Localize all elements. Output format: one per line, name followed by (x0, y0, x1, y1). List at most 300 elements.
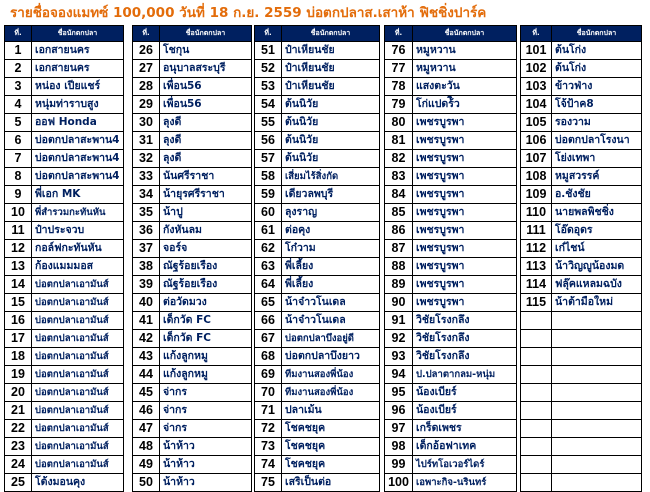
entry-number: 38 (133, 258, 160, 276)
table-row (521, 420, 642, 438)
entry-number: 59 (255, 186, 282, 204)
angler-name: เพชรบูรพา (413, 294, 517, 312)
table-row (521, 384, 642, 402)
entry-number: 10 (5, 204, 32, 222)
table-row (385, 78, 517, 96)
entry-number: 76 (385, 42, 413, 60)
table-row (5, 348, 124, 366)
angler-name: ลุงราญ (282, 204, 380, 222)
entry-number: 109 (521, 186, 552, 204)
angler-name: บ่อตกปลาเอามันส์ (32, 456, 124, 474)
entry-number: 83 (385, 168, 413, 186)
table-row (385, 150, 517, 168)
entry-number: 4 (5, 96, 32, 114)
table-row (5, 96, 124, 114)
angler-name: ทีมงานสองพี่น้อง (282, 366, 380, 384)
table-row (133, 42, 252, 60)
angler-name: ป๋าเหียนชัย (282, 60, 380, 78)
page-title: รายชื่อจองแมทซ์ 100,000 วันที่ 18 ก.ย. 2559 บ่อตกปลาส.เสาห้า ฟิชชิ่งปาร์ค (10, 5, 487, 21)
angler-name: น้าปู (160, 204, 252, 222)
table-row (133, 348, 252, 366)
table-row (255, 348, 380, 366)
table-row (255, 222, 380, 240)
angler-name: น้าต้ามือใหม่ (552, 294, 642, 312)
entry-number: 6 (5, 132, 32, 150)
table-row (5, 402, 124, 420)
angler-name: พี่เอก MK (32, 186, 124, 204)
angler-name: น้ายุรศรีราชา (160, 186, 252, 204)
angler-name (552, 384, 642, 402)
angler-name: เพชรบูรพา (413, 168, 517, 186)
entry-number: 65 (255, 294, 282, 312)
angler-name: บ่อตกปลาสะพาน4 (32, 132, 124, 150)
angler-name: พี่เลี้ยง (282, 258, 380, 276)
angler-name (552, 312, 642, 330)
angler-name: เสริเป็นต่อ (282, 474, 380, 492)
table-row (133, 402, 252, 420)
entry-number: 16 (5, 312, 32, 330)
angler-name: เก๋ไชน์ (552, 240, 642, 258)
table-row (385, 294, 517, 312)
table-header-row (133, 26, 252, 42)
header-angler-name: ชื่อนักตกปลา (413, 26, 517, 42)
table-row (385, 96, 517, 114)
entry-number: 112 (521, 240, 552, 258)
entry-number (521, 438, 552, 456)
entry-number: 85 (385, 204, 413, 222)
angler-name: บ่อตกปลาเอามันส์ (32, 312, 124, 330)
table-row (255, 96, 380, 114)
angler-name: เอกสายนคร (32, 42, 124, 60)
header-number: ที่. (5, 26, 32, 42)
table-row (385, 258, 517, 276)
angler-name: จ่ากร (160, 384, 252, 402)
table-row (521, 186, 642, 204)
table-row (385, 204, 517, 222)
entry-number: 96 (385, 402, 413, 420)
angler-name: เพชรบูรพา (413, 222, 517, 240)
booking-table-4 (384, 25, 517, 492)
table-row (5, 186, 124, 204)
entry-number: 30 (133, 114, 160, 132)
angler-name: รองวาม (552, 114, 642, 132)
angler-name: บ่อตกปลาสะพาน4 (32, 168, 124, 186)
table-row (255, 276, 380, 294)
table-row (133, 186, 252, 204)
table-row (521, 438, 642, 456)
angler-name: ลุงดี (160, 114, 252, 132)
table-row (385, 456, 517, 474)
angler-name: หมูหวาน (413, 42, 517, 60)
table-row (385, 276, 517, 294)
table-row (385, 438, 517, 456)
table-row (133, 150, 252, 168)
table-row (255, 384, 380, 402)
table-row (385, 312, 517, 330)
table-row (133, 222, 252, 240)
angler-name: โอ๊ดอุดร (552, 222, 642, 240)
angler-name: เพชรบูรพา (413, 276, 517, 294)
angler-name: เพชรบูรพา (413, 150, 517, 168)
table-row (385, 168, 517, 186)
angler-name (552, 402, 642, 420)
entry-number: 79 (385, 96, 413, 114)
entry-number: 100 (385, 474, 413, 492)
angler-name: ไปร์ทโอเวอร์ไดร์ (413, 456, 517, 474)
table-row (255, 420, 380, 438)
entry-number: 12 (5, 240, 32, 258)
entry-number: 108 (521, 168, 552, 186)
table-row (255, 114, 380, 132)
angler-name: เพชรบูรพา (413, 186, 517, 204)
entry-number: 21 (5, 402, 32, 420)
table-row (133, 420, 252, 438)
table-row (5, 60, 124, 78)
table-row (5, 474, 124, 492)
entry-number: 1 (5, 42, 32, 60)
angler-name (552, 366, 642, 384)
angler-name: โต้งมอนคุง (32, 474, 124, 492)
entry-number: 75 (255, 474, 282, 492)
table-row (255, 60, 380, 78)
table-row (255, 330, 380, 348)
angler-name: หนุ่มท่าราบสูง (32, 96, 124, 114)
entry-number: 33 (133, 168, 160, 186)
table-row (255, 312, 380, 330)
angler-name: บ่อตกปลาเอามันส์ (32, 420, 124, 438)
table-row (385, 114, 517, 132)
table-row (5, 420, 124, 438)
entry-number: 82 (385, 150, 413, 168)
entry-number: 91 (385, 312, 413, 330)
table-row (133, 240, 252, 258)
angler-name: อนุบาลสระบุรี (160, 60, 252, 78)
entry-number: 89 (385, 276, 413, 294)
entry-number: 93 (385, 348, 413, 366)
entry-number: 86 (385, 222, 413, 240)
table-row (385, 60, 517, 78)
table-row (5, 312, 124, 330)
angler-name: เด็กวัด FC (160, 312, 252, 330)
table-row (133, 438, 252, 456)
entry-number: 24 (5, 456, 32, 474)
entry-number: 22 (5, 420, 32, 438)
entry-number: 73 (255, 438, 282, 456)
angler-name: บ่อตกปลาเอามันส์ (32, 366, 124, 384)
angler-name: เอพาะกิจ-นรินทร์ (413, 474, 517, 492)
table-header-row (521, 26, 642, 42)
angler-name: โย่งเทพา (552, 150, 642, 168)
table-row (385, 222, 517, 240)
angler-name: เด็กวัด FC (160, 330, 252, 348)
angler-name: ป๋าเหียนชัย (282, 42, 380, 60)
table-row (521, 276, 642, 294)
table-row (133, 366, 252, 384)
entry-number: 13 (5, 258, 32, 276)
angler-name: บ่อตกปลาบึงยาว (282, 348, 380, 366)
table-row (385, 132, 517, 150)
table-row (521, 294, 642, 312)
table-row (521, 348, 642, 366)
entry-number: 77 (385, 60, 413, 78)
table-row (255, 186, 380, 204)
entry-number: 81 (385, 132, 413, 150)
angler-name: เพชรบูรพา (413, 240, 517, 258)
angler-name: ณัฐร้อยเรือง (160, 258, 252, 276)
entry-number: 113 (521, 258, 552, 276)
table-row (385, 384, 517, 402)
angler-name: เสี่ยมไร้สิ่งกัด (282, 168, 380, 186)
entry-number: 60 (255, 204, 282, 222)
table-row (385, 240, 517, 258)
entry-number: 115 (521, 294, 552, 312)
table-row (385, 186, 517, 204)
table-row (521, 402, 642, 420)
angler-name: นายพลพิชชิ่ง (552, 204, 642, 222)
angler-name: ต้นโก่ง (552, 42, 642, 60)
angler-name: โชกุน (160, 42, 252, 60)
table-row (521, 258, 642, 276)
table-row (5, 204, 124, 222)
table-row (133, 474, 252, 492)
table-row (521, 150, 642, 168)
entry-number: 14 (5, 276, 32, 294)
entry-number: 107 (521, 150, 552, 168)
entry-number (521, 384, 552, 402)
angler-name: น้าห้าว (160, 438, 252, 456)
entry-number: 72 (255, 420, 282, 438)
entry-number: 36 (133, 222, 160, 240)
table-row (521, 330, 642, 348)
entry-number: 70 (255, 384, 282, 402)
angler-name (552, 330, 642, 348)
header-number: ที่. (133, 26, 160, 42)
entry-number: 62 (255, 240, 282, 258)
angler-name: ต้นนิวัย (282, 150, 380, 168)
entry-number (521, 474, 552, 492)
table-row (5, 222, 124, 240)
angler-name: นันศรีราชา (160, 168, 252, 186)
angler-name: หน่อง เปียแชร์ (32, 78, 124, 96)
angler-name: น้าห้าว (160, 456, 252, 474)
entry-number: 34 (133, 186, 160, 204)
entry-number: 44 (133, 366, 160, 384)
table-row (255, 474, 380, 492)
angler-name: เดียวลพบุรี (282, 186, 380, 204)
table-row (385, 42, 517, 60)
entry-number: 2 (5, 60, 32, 78)
entry-number: 50 (133, 474, 160, 492)
entry-number: 31 (133, 132, 160, 150)
table-row (5, 132, 124, 150)
entry-number: 55 (255, 114, 282, 132)
table-row (521, 96, 642, 114)
entry-number: 26 (133, 42, 160, 60)
entry-number: 25 (5, 474, 32, 492)
header-angler-name: ชื่อนักตกปลา (32, 26, 124, 42)
header-number: ที่. (521, 26, 552, 42)
angler-name: ปลาเม้น (282, 402, 380, 420)
table-row (133, 168, 252, 186)
angler-name: น้องเบียร์ (413, 402, 517, 420)
angler-name (552, 456, 642, 474)
angler-name: เพื่อน56 (160, 78, 252, 96)
angler-name: บ่อตกปลาเอามันส์ (32, 330, 124, 348)
entry-number: 102 (521, 60, 552, 78)
table-row (521, 78, 642, 96)
entry-number: 47 (133, 420, 160, 438)
table-row (255, 240, 380, 258)
angler-name: บ่อตกปลาบึงอยู่ดี (282, 330, 380, 348)
angler-name (552, 420, 642, 438)
table-row (255, 168, 380, 186)
entry-number: 49 (133, 456, 160, 474)
angler-name: เพชรบูรพา (413, 204, 517, 222)
table-row (5, 240, 124, 258)
angler-name: กังหันลม (160, 222, 252, 240)
table-row (255, 132, 380, 150)
table-row (255, 78, 380, 96)
table-row (5, 330, 124, 348)
entry-number: 48 (133, 438, 160, 456)
table-row (521, 312, 642, 330)
entry-number: 39 (133, 276, 160, 294)
entry-number: 101 (521, 42, 552, 60)
entry-number: 32 (133, 150, 160, 168)
angler-name: น้าจ๋าวโนเดล (282, 312, 380, 330)
header-angler-name: ชื่อนักตกปลา (160, 26, 252, 42)
entry-number: 56 (255, 132, 282, 150)
angler-name (552, 348, 642, 366)
angler-name: แก้งลูกหมู (160, 348, 252, 366)
entry-number (521, 312, 552, 330)
entry-number: 52 (255, 60, 282, 78)
table-row (133, 294, 252, 312)
entry-number: 103 (521, 78, 552, 96)
angler-name: ออฟ Honda (32, 114, 124, 132)
table-row (521, 366, 642, 384)
entry-number: 84 (385, 186, 413, 204)
entry-number: 7 (5, 150, 32, 168)
angler-name: อ.ชังชัย (552, 186, 642, 204)
entry-number: 105 (521, 114, 552, 132)
entry-number: 41 (133, 312, 160, 330)
table-row (5, 168, 124, 186)
table-row (385, 420, 517, 438)
table-row (133, 96, 252, 114)
entry-number: 68 (255, 348, 282, 366)
angler-name: โชคชยุค (282, 438, 380, 456)
table-row (5, 78, 124, 96)
angler-name (552, 474, 642, 492)
angler-name: เพื่อน56 (160, 96, 252, 114)
table-row (385, 402, 517, 420)
entry-number: 57 (255, 150, 282, 168)
angler-name: เพชรบูรพา (413, 114, 517, 132)
table-header-row (5, 26, 124, 42)
angler-name: ป.ปลาตากลม-หนุ่ม (413, 366, 517, 384)
table-row (521, 204, 642, 222)
entry-number: 23 (5, 438, 32, 456)
table-row (255, 258, 380, 276)
table-row (255, 402, 380, 420)
entry-number: 19 (5, 366, 32, 384)
table-row (385, 474, 517, 492)
table-row (5, 456, 124, 474)
angler-name: เพชรบูรพา (413, 258, 517, 276)
angler-name: ต้นโก่ง (552, 60, 642, 78)
angler-name: โก่แปดร้ิว (413, 96, 517, 114)
table-row (5, 150, 124, 168)
table-row (521, 456, 642, 474)
entry-number: 80 (385, 114, 413, 132)
table-row (5, 438, 124, 456)
entry-number (521, 330, 552, 348)
angler-name: บ่อตกปลาสะพาน4 (32, 150, 124, 168)
angler-name: หมูสวรรค์ (552, 168, 642, 186)
angler-name: บ่อตกปลาเอามันส์ (32, 276, 124, 294)
table-row (521, 168, 642, 186)
angler-name: น้าห้าว (160, 474, 252, 492)
entry-number: 61 (255, 222, 282, 240)
entry-number: 29 (133, 96, 160, 114)
angler-name: เพชรบูรพา (413, 132, 517, 150)
table-row (5, 384, 124, 402)
booking-table-5 (520, 25, 642, 492)
entry-number (521, 402, 552, 420)
entry-number: 35 (133, 204, 160, 222)
table-row (521, 474, 642, 492)
entry-number: 8 (5, 168, 32, 186)
angler-name: โจ้ป้าค8 (552, 96, 642, 114)
angler-name: วิชัยโรงกลึง (413, 348, 517, 366)
entry-number: 88 (385, 258, 413, 276)
table-row (133, 276, 252, 294)
entry-number: 3 (5, 78, 32, 96)
angler-name: จ่ากร (160, 420, 252, 438)
entry-number: 51 (255, 42, 282, 60)
angler-name: ลุงดี (160, 132, 252, 150)
angler-name: ลุงดี (160, 150, 252, 168)
entry-number: 54 (255, 96, 282, 114)
entry-number: 28 (133, 78, 160, 96)
header-number: ที่. (385, 26, 413, 42)
angler-name: ต้นนิวัย (282, 96, 380, 114)
angler-name: โก๋วาม (282, 240, 380, 258)
entry-number: 69 (255, 366, 282, 384)
booking-table-1 (4, 25, 124, 492)
header-angler-name: ชื่อนักตกปลา (282, 26, 380, 42)
angler-name: พี่เลี้ยง (282, 276, 380, 294)
entry-number: 46 (133, 402, 160, 420)
entry-number: 18 (5, 348, 32, 366)
entry-number: 64 (255, 276, 282, 294)
entry-number: 74 (255, 456, 282, 474)
header-angler-name: ชื่อนักตกปลา (552, 26, 642, 42)
table-row (133, 114, 252, 132)
entry-number (521, 366, 552, 384)
entry-number: 53 (255, 78, 282, 96)
angler-name: น้องเบียร์ (413, 384, 517, 402)
entry-number: 9 (5, 186, 32, 204)
entry-number: 90 (385, 294, 413, 312)
angler-name: ฟลุ๊คแหลมฉบัง (552, 276, 642, 294)
angler-name: วิชัยโรงกลึง (413, 312, 517, 330)
angler-name: บ่อตกปลาโรงนา (552, 132, 642, 150)
table-row (133, 456, 252, 474)
angler-name: บ่อตกปลาเอามันส์ (32, 384, 124, 402)
entry-number: 37 (133, 240, 160, 258)
